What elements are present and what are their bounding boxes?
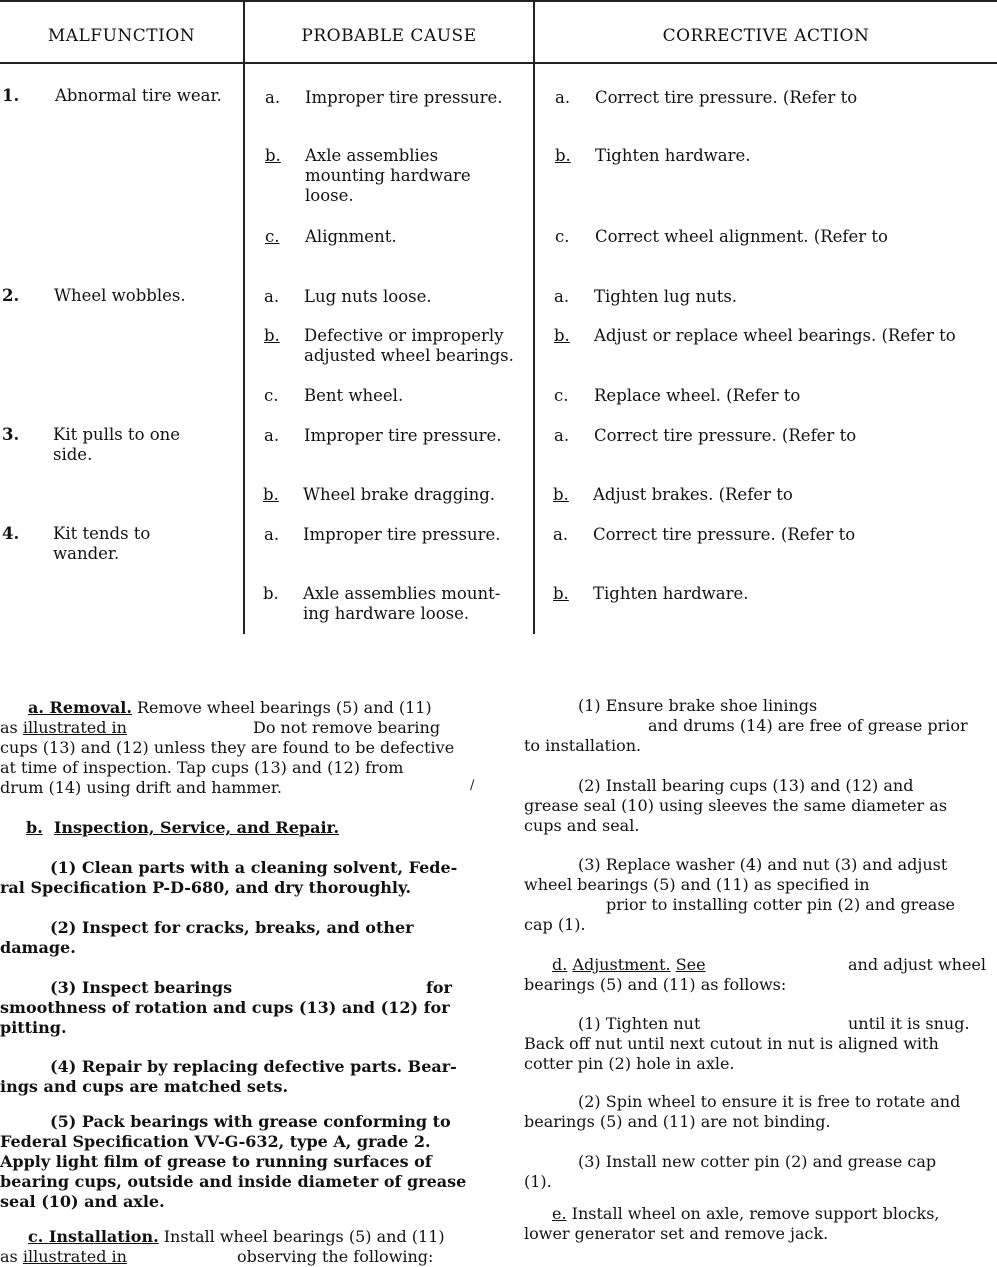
cause-text: Lug nuts loose. (304, 287, 432, 306)
action-text: Tighten hardware. (595, 146, 751, 165)
action-text: Correct wheel alignment. (Refer to (595, 227, 888, 246)
action-letter: c. (554, 386, 569, 405)
action-letter: b. (555, 146, 571, 165)
paragraph-final-step: e. Install wheel on axle, remove support blocks, lower generator set and remove jack. (524, 1204, 940, 1243)
cause-text: Alignment. (305, 227, 397, 246)
adjust-step-1a: (1) Tighten nut (578, 1014, 701, 1033)
cause-letter: b. (265, 146, 281, 165)
install-step-3c: cap (1). (524, 915, 586, 934)
removal-heading: a. Removal. (28, 698, 132, 717)
column-divider-1 (243, 0, 245, 634)
heading-inspection: b. Inspection, Service, and Repair. (26, 818, 340, 837)
malfunction-text: Kit pulls to one side. (53, 425, 181, 464)
action-text: Adjust or replace wheel bearings. (Refer to (594, 326, 956, 345)
action-letter: a. (554, 426, 570, 445)
cause-letter: a. (264, 426, 280, 445)
action-letter: b. (554, 326, 570, 345)
install-step-1a: (1) Ensure brake shoe linings (578, 696, 818, 715)
malfunction-text: Wheel wobbles. (54, 286, 186, 305)
cause-text: Improper tire pressure. (303, 525, 501, 544)
action-letter: a. (555, 88, 571, 107)
adjust-step-1c: Back off nut until next cutout in nut is aligned with cotter pin (2) hole in axle. (524, 1034, 939, 1073)
installation-line-2: as illustrated in observing the following: (0, 1247, 434, 1266)
table-top-rule (0, 0, 997, 2)
action-text: Tighten hardware. (593, 584, 749, 603)
heading-adjustment: d. Adjustment. See (552, 955, 706, 974)
cause-letter: b. (264, 326, 280, 345)
install-step-2: (2) Install bearing cups (13) and (12) and grease seal (10) using sleeves the same diameter as cups and seal. (524, 776, 948, 835)
paragraph-removal: a. Removal. Remove wheel bearings (5) and (11) (28, 698, 432, 717)
cause-letter: c. (265, 227, 280, 246)
row-number: 1. (2, 86, 20, 105)
action-text: Adjust brakes. (Refer to (593, 485, 793, 504)
cause-letter: a. (265, 88, 281, 107)
header-probable-cause: PROBABLE CAUSE (301, 26, 477, 46)
table-header-rule (0, 62, 997, 64)
cause-text: Axle assemblies mount- ing hardware loose. (303, 584, 501, 623)
inspection-step-5: (5) Pack bearings with grease conforming to Federal Specification VV-G-632, type A, grade 2. Apply light film of grease to running surfaces of bearing cups, outside and inside diameter of grease seal (10) and axle. (0, 1112, 467, 1211)
action-text: Correct tire pressure. (Refer to (595, 88, 858, 107)
adjust-step-2: (2) Spin wheel to ensure it is free to rotate and bearings (5) and (11) are not binding. (524, 1092, 961, 1131)
action-letter: b. (553, 485, 569, 504)
inspection-step-2: (2) Inspect for cracks, breaks, and other damage. (0, 918, 414, 957)
action-letter: a. (553, 525, 569, 544)
header-corrective-action: CORRECTIVE ACTION (662, 26, 870, 46)
cause-text: Improper tire pressure. (304, 426, 502, 445)
action-text: Replace wheel. (Refer to (594, 386, 801, 405)
action-text: Tighten lug nuts. (594, 287, 738, 306)
header-malfunction: MALFUNCTION (47, 26, 196, 46)
adjustment-line-1-end: and adjust wheel (848, 955, 986, 974)
adjust-step-3: (3) Install new cotter pin (2) and grease cap (1). (524, 1152, 937, 1191)
inspection-step-4: (4) Repair by replacing defective parts. Bear- ings and cups are matched sets. (0, 1057, 457, 1096)
adjustment-line-2: bearings (5) and (11) as follows: (524, 975, 787, 994)
malfunction-text: Kit tends to wander. (53, 524, 151, 563)
install-step-3a: (3) Replace washer (4) and nut (3) and adjust wheel bearings (5) and (11) as specified in (524, 855, 948, 894)
row-number: 3. (2, 425, 20, 444)
install-step-3b: prior to installing cotter pin (2) and grease (606, 895, 956, 914)
malfunction-text: Abnormal tire wear. (55, 86, 222, 105)
illustrated-in-link[interactable]: illustrated in (22, 718, 127, 737)
illustrated-in-link[interactable]: illustrated in (22, 1247, 127, 1266)
cause-letter: b. (263, 584, 279, 603)
cause-letter: b. (263, 485, 279, 504)
cause-text: Bent wheel. (304, 386, 404, 405)
cause-text: Wheel brake dragging. (303, 485, 496, 504)
cause-text: Improper tire pressure. (305, 88, 503, 107)
paragraph-installation: c. Installation. Install wheel bearings (5) and (11) (28, 1227, 445, 1246)
action-text: Correct tire pressure. (Refer to (594, 426, 857, 445)
inspection-step-1: (1) Clean parts with a cleaning solvent, Fede- ral Specification P-D-680, and dry thoroughly. (0, 858, 458, 897)
cause-letter: c. (264, 386, 279, 405)
cause-text: Axle assemblies mounting hardware loose. (305, 146, 471, 205)
action-letter: c. (555, 227, 570, 246)
inspection-step-3c: smoothness of rotation and cups (13) and (12) for pitting. (0, 998, 450, 1037)
installation-heading: c. Installation. (28, 1227, 159, 1246)
cause-letter: a. (264, 287, 280, 306)
removal-body: cups (13) and (12) unless they are found to be defective at time of inspection. Tap cups (13) and (12) from drum (14) using drift and hammer. (0, 738, 455, 797)
inspection-step-3b: for (426, 978, 452, 997)
action-text: Correct tire pressure. (Refer to (593, 525, 856, 544)
row-number: 4. (2, 524, 20, 543)
install-step-1b: and drums (14) are free of grease prior (648, 716, 968, 735)
action-letter: a. (554, 287, 570, 306)
row-number: 2. (2, 286, 20, 305)
install-step-1c: to installation. (524, 736, 642, 755)
inspection-step-3a: (3) Inspect bearings (50, 978, 233, 997)
cause-letter: a. (264, 525, 280, 544)
margin-mark: / (470, 778, 475, 793)
adjust-step-1b: until it is snug. (848, 1014, 970, 1033)
removal-line-2: as illustrated in Do not remove bearing (0, 718, 441, 737)
column-divider-2 (533, 0, 535, 634)
action-letter: b. (553, 584, 569, 603)
cause-text: Defective or improperly adjusted wheel bearings. (304, 326, 514, 365)
